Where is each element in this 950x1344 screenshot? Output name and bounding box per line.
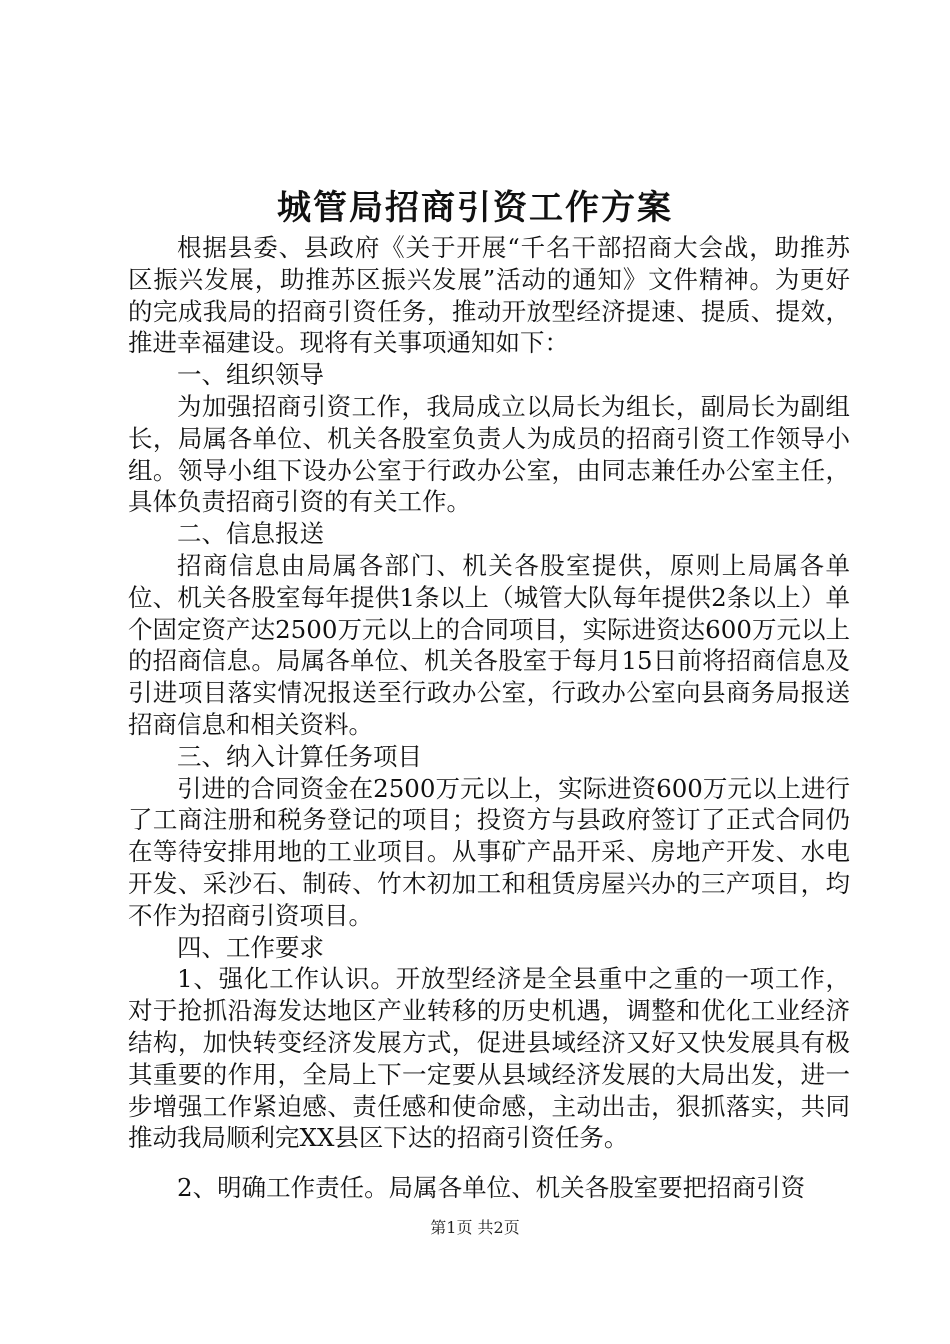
information-paragraph: 招商信息由局属各部门、机关各股室提供，原则上局属各单位、机关各股室每年提供1条以上（城管大队每年提供2条以上）单个固定资产达2500万元以上的合同项目，实际进资达600万元以上的招商信息。局属各单位、机关各股室于每月15日前将招商信息及引进项目落实情况报送至行政办公室，行政办公室向县商务局报送招商信息和相关资料。 [128, 550, 850, 739]
page-number: 第1页 共2页 [430, 1218, 520, 1237]
intro-paragraph: 根据县委、县政府《关于开展“千名干部招商大会战，助推苏区振兴发展，助推苏区振兴发展”活动的通知》文件精神。为更好的完成我局的招商引资任务，推动开放型经济提速、提质、提效，推进幸福建设。现将有关事项通知如下： [128, 233, 850, 358]
document-body [128, 232, 850, 1204]
requirement-item-1: 1、强化工作认识。开放型经济是全县重中之重的一项工作，对于抢抓沿海发达地区产业转移的历史机遇，调整和优化工业经济结构，加快转变经济发展方式，促进县域经济又好又快发展具有极其重要的作用，全局上下一定要从县域经济发展的大局出发，进一步增强工作紧迫感、责任感和使命感，主动出击，狠抓落实，共同推动我局顺利完XX县区下达的招商引资任务。 [128, 964, 850, 1153]
section-heading-requirements: 四、工作要求 [177, 932, 324, 962]
document-title: 城管局招商引资工作方案 [277, 188, 673, 228]
organization-paragraph: 为加强招商引资工作，我局成立以局长为组长，副局长为副组长，局属各单位、机关各股室负责人为成员的招商引资工作领导小组。领导小组下设办公室于行政办公室，由同志兼任办公室主任，具体负责招商引资的有关工作。 [128, 391, 850, 517]
requirement-item-2: 2、明确工作责任。局属各单位、机关各股室要把招商引资 [177, 1173, 806, 1203]
section-heading-information: 二、信息报送 [177, 519, 324, 549]
section-heading-organization: 一、组织领导 [177, 360, 324, 390]
projects-paragraph: 引进的合同资金在2500万元以上，实际进资600万元以上进行了工商注册和税务登记的项目；投资方与县政府签订了正式合同仍在等待安排用地的工业项目。从事矿产品开采、房地产开发、水电开发、采沙石、制砖、竹木初加工和租赁房屋兴办的三产项目，均不作为招商引资项目。 [128, 773, 850, 930]
section-heading-projects: 三、纳入计算任务项目 [177, 741, 422, 771]
